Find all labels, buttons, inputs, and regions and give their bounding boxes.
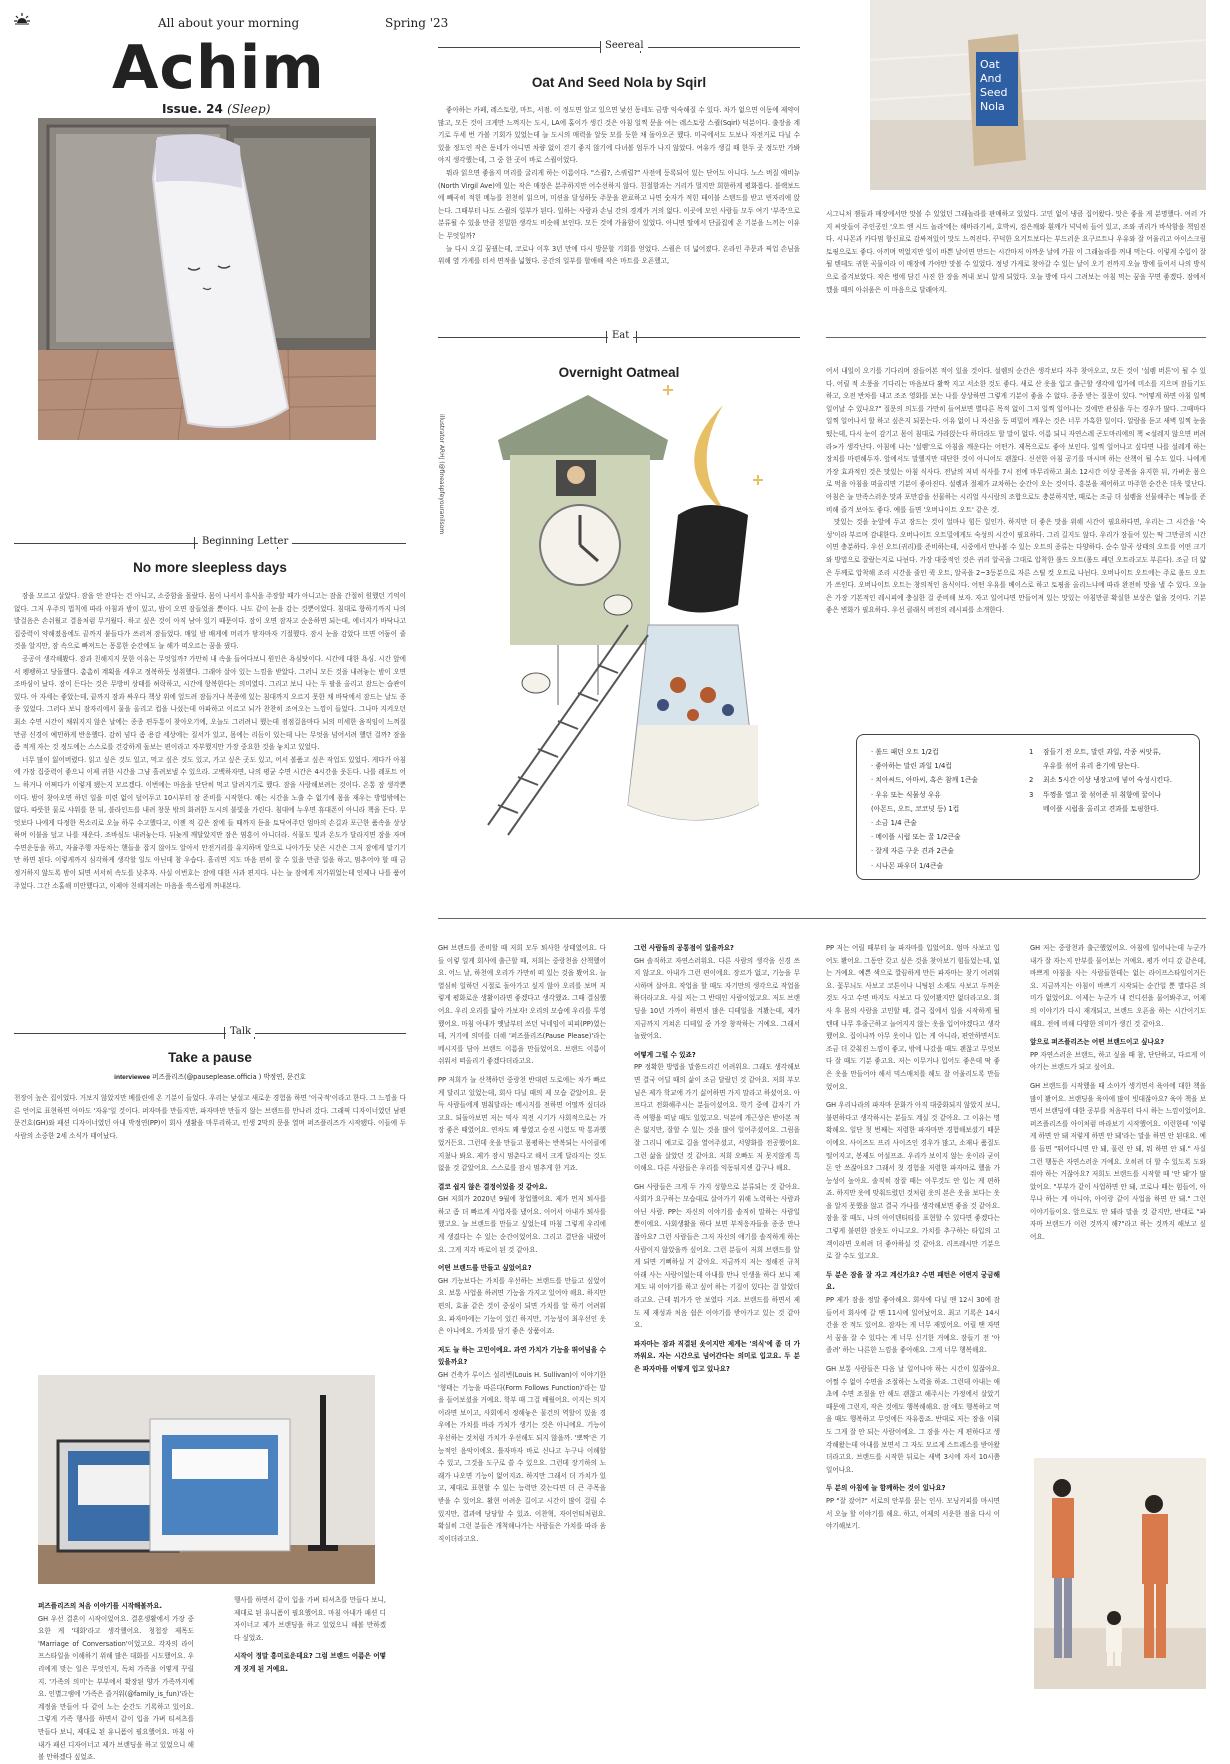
talk-column-5 [826, 942, 1000, 1742]
interview-answer: PP 저는 어릴 때부터 늘 파자마를 입었어요. 엄마 사보고 입어도 봤어요. 그동안 갖고 싶은 것을 찾아보기 힘들었는데, 없는 거예요. 예쁜 색으로 깔끔하게 만든 파자마는 찾기 어려워요. 꽃무늬도 사보고 코튼이나 니팅된 소재도 사보고 두꺼운 것도 사고 수면 바지도 사보고 다 있어봤지만 없더라고요. 회사 후 몸의 사람을 고민할 때, 결국 집에서 일을 시작하게 될 텐데 나무 후줄근하고 늘어지지 않는 옷을 입어야겠다고 생각했어요. 집이나까 아무 옷이나 입는 게 아니라, 편안하면서도 조금 더 갖춰진 느낌이 좋고, 밖에 나갔을 때도 괜찮고 무엇보다 잘 때도 기분 좋고요. 저는 이무거나 입어도 좋은데 딱 좋은 옷을 만들어야 해서 믹스매치를 해도 잘 어울리도록 만들었어요. [826, 944, 1000, 1091]
svg-text:Seed: Seed [980, 86, 1008, 99]
interview-question: 저도 늘 하는 고민이에요. 과연 가치가 기능을 뛰어넘을 수 있을까요? [438, 1345, 606, 1367]
pillow-photo [38, 118, 376, 440]
interview-answer: PP 정확한 방법을 말씀드리긴 어려워요. 그래도 생각해보면 결국 어딜 때의 삶이 조금 달랐던 것 같아요. 저희 부모님은 제가 학교에 가기 싫어하면 가지 말라고 하셨어요. 아프다고 전화해주시는 분들이셨어요. 학기 중에 갑자기 가족 여행을 떠날 때도 있었고요. 덕분에 개근상은 받아본 적은 없지만, 잘할 수 있는 것을 많이 일어주셨어요. 그림을 잘 그리니 예고로 길을 열어주셨고, 서양화를 전공했어요. 그런 삶을 살았던 것 같아요. 저희 오빠도 저 못지않게 특이해요. 다른 사람들은 우리를 익동뒤지센 갑구나 해요. [634, 1063, 800, 1173]
paragraph: 늘 다시 오길 꿈꿨는데, 코로나 이후 3년 만에 다시 방문할 기회를 얻었다. 스퀄은 더 넓어졌다. 온라인 주문과 픽업 손님을 위해 옆 가게를 터서 면적을 넓혔다. 공간의 일부를 할애해 작은 마트를 오픈했고, [438, 244, 800, 266]
interview-answer: PP 제가 잠을 정말 좋아해요. 회사에 다닐 땐 12시 30에 잠들어서 회사에 갈 땐 11시에 일어났어요. 최고 기록은 14시간을 잔 적도 있어요. 잠자는 게 너무 재밌어요. 어릴 땐 자면서 꿈을 잘 수 있다는 게 너무 신기한 거예요. 잠들기 전 '아 졸려' 하는 나른한 느낌을 좋아해요. 그게 너무 행복해요. [826, 1296, 1000, 1355]
step-text: 잠들기 전 오트, 말린 과일, 각종 씨앗류, [1043, 748, 1161, 756]
article-body-seereal-1 [438, 104, 800, 300]
interview-answer: PP "잘 잤어?" 서로의 안부를 묻는 인사. 모닝커피를 마시면서 오늘 할 이야기를 해요. 하고, 어제의 서운한 점을 다시 이야기해보기. [826, 1496, 1000, 1531]
recipe-steps [1029, 745, 1195, 816]
issue-theme: (Sleep) [227, 102, 271, 116]
recipe-step [1029, 788, 1195, 816]
step-text: 우유를 섞어 유리 용기에 담는다. [1043, 762, 1140, 771]
paragraph: 시그니처 잼들과 매장에서만 맛볼 수 있었던 그래놀라를 판매하고 있었다. 고민 없이 냉큼 집어왔다. 맛은 좋을 게 분명했다. 여러 가지 씨앗들이 주인공인 '오트 앤 시드 놀라'에는 해바라기씨, 호박씨, 검은깨와 흰깨가 넉넉히 들어 있고, 조와 귀리가 바삭함을 책임진다. 시나몬과 카다멈 향신료로 감싸져있어 맛도 느껴진다. 꾸덕한 요거트보다는 부드러운 요구르트나 우유와 잘 어울리고 아이스크림 토핑으로도 좋다. 아끼며 먹었지만 일이 바쁜 날이면 만드는 시간마저 아까운 날에 가끔 이 그래놀라를 꺼내 먹는다. 이렇게 수입이 잘될 텐데도 귀한 곡물이라 이 매장에 가야만 맛볼 수 있었다. 정녕 가게로 찾아갈 수 있는 날이 오기 전까지 오늘 방에 들어서 나의 방식으로 즐겨보았다. 작은 병에 담긴 사진 한 장을 꺼내 보니 알게 되었다. 오늘 방에 다시 그려보는 아침 먹는 꿈을 꾸면 좋겠다. 잠에서 깼을 때의 아쉬움은 이 마음으로 달래야지. [826, 210, 1206, 294]
paragraph: 좋아하는 카페, 레스토랑, 마트, 서점. 이 정도면 알고 있으면 낯선 동네도 금방 익숙해질 수 있다. 차가 없으면 이동에 제약이 많고, 모든 것이 크게만 느껴지는 도시, LA에 홀이가 생긴 것은 아침 일찍 문을 여는 레스토랑 스퀄(Sqirl) 덕분이다. 출장을 계기로 두세 번 가볼 기회가 있었는데 늘 도시의 매력을 알듯 모를 듯한 채 돌아오곤 했다. 미국에서도 도보나 자전거로 다닐 수 있을 정도인 작은 동네가 아니면 차량 없이 걷기 좋지 않기에 다녀볼 엄두가 나지 않았다. 여유가 생길 때 한두 곳 정도만 가봐야지 생각했는데, 그 중 한 곳이 바로 스퀄이었다. [438, 106, 800, 165]
interview-answer: GH 브랜드를 준비할 때 저희 모두 퇴사한 상태였어요. 다들 이렇 일게 회사에 출근할 때, 저희는 중랑천을 산책했어요. 어느 날, 하천에 오리가 가만히 떠 있는 것을 봤어요. 늘 열심히 일하던 시절로 돌아가고 싶지 않아 오리를 보며 저렇게 평화로운 생활이라면 좋겠다고 생각했죠. 그때 결심했어요. 우리 오리를 닮아 가보자! 오리의 모습에 우리를 투영했어요. 마침 아내가 옛날부터 쓰던 닉네임이 피피(PP)였는데, 거기에 의미를 더해 '퍼즈플리즈(Pause Please)'라는 메시지를 담아 브랜드 이름을 만들었어요. 브랜드 이름이 쉬워서 떠올리기 좋겠다더라고요. [438, 944, 607, 1066]
interview-answer: GH 사람들은 크게 두 가지 성향으로 분류되는 것 같아요. 사회가 요구하는 모습대로 살아가기 위해 노력하는 사람과 아닌 사람. PP는 자신의 이야기를 솔직히 말하는 사람일 뿐이에요. 사회생활을 하다 보면 부적응자들을 종종 만나잖아요? 그런 사람들은 그저 자신의 얘기를 솔직하게 하는 사람이지 않았을까 싶어요. 그런 분들이 저희 브랜드를 알게 되면 기뻐하실 거 같아요. 지금까지 저는 정해진 규칙 아래 사는 사람이었는데 아내를 만나 인생을 하다 보니 제게도 내 이야기를 하고 싶어 하는 기질이 있다는 걸 알았더라고요. 근데 뭐가가 안 보였다 거죠. 브랜드를 하면서 제도 제 재성과 처음 쉽은 이야기를 받아가고 있는 것 같아요. [634, 1182, 800, 1330]
tagline: All about your morning [158, 16, 300, 30]
interview-answer: GH 저희가 2020년 9월에 창업했어요. 제가 먼저 퇴사를 하고 좀 더 빠르게 사업자를 냈어요. 이어서 아내가 퇴사를 했고요. 늘 브랜드를 만들고 싶었는데 마침 그렇게 우리에게 생겼다는 수 있는 순간이었어요. 그리고 결단을 내렸어요. 그게 지각 바로이 된 것 같아요. [438, 1195, 606, 1254]
interview-answer: GH 저는 중랑천과 출근했었어요. 아침에 일어나는데 누군가 내가 잘 자는지 안부를 물어보는 거예요. 평가 어디 갔 같은데, 바쁘게 아침을 사는 사람들한테는 없는 라이프스타일이거든요. 지금까지는 아침이 바쁘기 시작되는 순간일 뿐 별다른 의미가 없었어요. 이제는 누군가 내 컨디션을 물어봐주고, 어제의 이야기가 다시 재개되고, 브랜드 오픈을 하는 시간이기도 해요. 전에 비해 다양한 의미가 생긴 것 같아요. [1030, 944, 1206, 1028]
paragraph: 너무 많이 잃어버렸다. 읽고 싶은 것도 있고, 먹고 싶은 것도 있고, 가고 싶은 곳도 있고, 어서 볼품고 싶은 작업도 있었다. 게다가 아침에 가장 집중력이 좋으니 이제 귀한 시간을 그냥 흘려보낼 수 있으라. 고백하자면, 나의 평균 수면 시간은 4시간을 웃돈다. 나를 레포트 어느 하거나 어쩌다가 이렇게 됐는지 모르겠다. 이번에는 마음을 단단히 먹고 달려지기로 했다. 잠을 사랑해보려는 것이다. 온통 잠 생각뿐이다. 밤이 찾아오면 하던 일을 미련 없이 덮어두고 10시부터 잠 준비를 시작한다. 해는 시간을 노출 수 없기에 몸을 재우는 방법밖에는 없다. 따뜻한 물로 샤워를 한 뒤, 블라인드를 내려 창문 밖의 화려한 도시의 불빛을 가린다. 침대에 누우면 휴대폰이 아니라 책을 든다. 무엇보다 나에게 다정한 목소리로 오늘 하루 수고했다고, 이젠 적 깊은 잠에 들 때까지 듣을 토닥여주던 엄마의 손길과 포근한 품속을 상상하며 이불을 덮고 나를 재운다. 조바심도 내려놓는다. 뒤늦게 깨달았지만 잠은 염흥이 아니더라. 식물도 빛과 온도가 달라지면 잠을 자며 수면운동을 하고, 자율주행 자동차는 핸들을 잡지 않아도 알아서 안전거리를 유지하며 앞으로 나아가듯 낮은 시간은 그저 잠에게 맡기기만 하면 된다. 이렇게까지 심각하게 생각할 일도 아닌데 참 우습다. 흘리면 지도 마음 편히 잘 수 있을 만큼 일을 하고, 멈추어야 할 때 금정거하지 않도록 밤이 되면 서서히 속도를 낮추자. 사실 이번호는 잠에 대한 사과 편지다. 나는 늘 잠에게 저가워었는데 인제나 나를 품어주었다. 그간 소홀해 미안했다고, 이제야 친해지려는 마음을 쑥스럽게 꺼내본다. [14, 755, 406, 890]
interview-answer: GH 보통 사람들은 다음 날 일어나야 하는 시간이 있잖아요. 어쩔 수 없이 수면을 조절하는 노력을 하죠. 그런데 아내는 애초에 수면 조절을 안 해도 괜찮고 해주시는 가정에서 살았기 때문에 그런지, 작은 것에도 행복해해요. 잠 애도 행복하고 먹을 때도 행복하고 무엇에든 자유롭죠. 반대로 저는 잠을 이뤄도 그게 잘 안 되는 사람이에요. 그 잠을 사는 게 편하다고 생각해왔는데 아내를 보면서 그 자도 모르게 스트레스를 받아왔더라고요. 브랜드를 시작한 뒤로는 새벽 3시에 자서 10시쯤 일어나요. [826, 1365, 1000, 1474]
interview-question: 파자마는 잠과 직결된 옷이지만 제게는 '의식'에 좀 더 가까워요. 자는 시간으로 넘어간다는 의미로 입고요. 두 분은 파자마를 어떻게 입고 있나요? [634, 1339, 800, 1373]
interview-question: 앞으로 퍼즈플리즈는 어떤 브랜드이고 싶나요? [1030, 1038, 1165, 1047]
interview-question: 두 분의 아침에 늘 함께하는 것이 있나요? [826, 1484, 946, 1493]
svg-text:Nola: Nola [980, 100, 1005, 113]
cuckoo-clock-illustration [438, 365, 794, 847]
ingredient: · 메이플 시럽 또는 꿀 1/2큰술 [871, 833, 961, 842]
interview-question: 두 분은 잠을 잘 자고 계신가요? 수면 패턴은 어떤지 궁금해요. [826, 1270, 1000, 1292]
article-body-seereal-2 [826, 208, 1206, 300]
family-photo [1034, 1458, 1206, 1689]
interview-answer: GH 우선 결혼이 시작이었어요. 결혼생활에서 가장 중요한 게 '대화'라고 생각했어요. 청첩장 제목도 'Marriage of Conversation'이었고요. 각자의 라이프스타일을 이해하기 위해 많은 대화를 시도했어요. 우리에게 맞는 일은 무엇인지, 독쳐 가족을 어떻게 꾸릴지. '가족의 의미'는 부부에서 확장된 양가 가족까지예요. 인별그램에 '가족은 즐거워(@family_is_fun)'라는 계정을 만들어 다 같이 노는 순간도 기록하고 있어요. 그렇게 가족 행사를 하면서 같이 입을 가벼 티셔츠를 만들다 보니, 제대로 된 유니폼이 필요했어요. 마침 아내가 패션 디자이너고 제가 브랜딩을 하고 있었으니 해볼 만하겠다 싶었죠. [38, 1614, 194, 1762]
section-label: Seereal [601, 40, 648, 51]
talk-column-3 [438, 942, 606, 1742]
interview-question: 어떻게 그럴 수 있죠? [634, 1050, 696, 1059]
talk-intro [14, 1092, 406, 1172]
svg-text:Oat: Oat [980, 58, 1000, 71]
interview-answer: GH 솔직하고 자연스러워요. 다른 사람의 생각을 신경 쓰지 않고요. 아내가 그런 편이에요. 장르가 없고, 기능을 무시하며 살아요. 작업을 할 때도 자기만의 생각으로 작업을 하더라고요. 사실 저는 그 반대인 사람이었고요. 저도 브랜딩을 10년 가까이 하면서 많은 디테일을 겨봤는데, 제가 지금까지 거쳐온 디테일 중 가장 창작하는 거예요. 그래서 놀랐어요. [634, 956, 800, 1041]
ingredient: (아몬드, 오트, 코코넛 등) 1컵 [871, 804, 960, 813]
magazine-logo: Achim [112, 33, 325, 103]
paragraph: 뭐라 읽으면 좋을지 머리를 굴리게 하는 이름이다. "스퀄?, 스쿼럴?" 사전에 등록되어 있는 단어도 아니다. 노스 버질 애비뉴(North Virgil Ave)에 있는 작은 매장은 분주하지만 어수선하지 않다. 친절함과는 거리가 멀지만 희한하게 평화롭다. 블랙보드에 빼곡히 적힌 메뉴를 천천히 읽으며, 미션을 달성하듯 주문을 완료하고 나면 숫자가 적힌 테이블 스탠드를 받고 빈자리에 앉는다. 그때부터 나도 스퀄의 일부가 된다. 일하는 사람과 손님 간의 경계가 거의 없다. 이곳에 모인 사람들 모두 여기 '부족'으로 분류될 수 있을 만큼 친밀한 생각도 비슷해 보인다. 모든 것에 가율함이 있었다. 아니면 딸에서 단골집에 온 기분을 느끼는 이유는 무엇일까? [438, 168, 800, 240]
section-label: Talk [226, 1026, 255, 1037]
step-text: 메이플 시럽을 올리고 견과를 토핑한다. [1043, 804, 1159, 813]
interviewee-line [14, 1071, 406, 1081]
section-header-seereal [438, 40, 800, 54]
section-header-talk [14, 1026, 406, 1040]
step-number: 2 [1029, 776, 1034, 785]
ingredient: · 시나몬 파우더 1/4큰술 [871, 861, 944, 870]
interview-question: 그런 사람들의 공통점이 있을까요? [634, 944, 734, 952]
interview-question: 시작이 정말 흥미로운데요? 그럼 브랜드 이름은 어떻게 짓게 된 거예요. [234, 1652, 386, 1673]
interview-answer: GH 브랜드를 시작했을 때 소아가 생기면서 육아에 대한 책을 많이 봤어요. 브랜딩을 육아에 많이 빗대잖아요? 육아 책을 보면서 브랜딩에 대한 공부를 처음부터 다시 하는 느낌이었어요. 퍼즈플리즈를 아이처럼 바라보기 시작했어요. 이런한테 '이렇게 하면 안 돼 저렇게 하면 안 돼'라는 말을 하면 안 된대요. 예를 들면 "뛰어다니면 안 돼, 물런 안 돼, 뭐 하면 안 돼." 사실 그런 행동은 자연스러운 거예요. 오히려 더 할 수 있도록 도와줘야 하는 거잖아요? 저희도 브랜드를 시작할 때 '안 돼'가 많았어요. "부부가 같이 사업하면 안 돼, 코로나 때는 힘들어, 아무나 하는 게 아니야, 아이랑 같이 사업을 하면 안 돼." 그런 이야기들이요. 앞으로도 안 돼라 말을 것 같지만, 반대로 "파자마 브랜드가 이런 것까지 해?"라고 하는 것까지 해보고 싶어요. [1030, 1081, 1207, 1242]
studio-photo [38, 1375, 375, 1584]
interview-question: 결코 쉽지 않은 결정이었을 것 같아요. [438, 1182, 548, 1191]
article-title-talk: Take a pause [168, 1050, 252, 1065]
talk-column-1 [38, 1594, 194, 1762]
article-title-seereal: Oat And Seed Nola by Sqirl [531, 75, 707, 90]
interview-answer: GH 우리나라의 파자마 문화가 아직 대중화되지 않았지 보니, 불편하다고 생각하시는 분들도 계실 것 같아요. 그 이유는 명확해요. 일단 첫 번째는 저렴한 파자마만 경험해보셨기 때문이에요. 사이즈도 프리 사이즈인 경우가 많고, 소재나 품질도 떨어지고, 봉제도 어설프죠. 우리가 보이지 않는 옷이라 굳이 돈 안 쓰잖아요? 그래서 첫 경험을 저렴한 파자마로 했을 가능성이 높아요. 솔직히 잠잘 때는 아무것도 안 입는 게 편하죠. 하지만 옷에 맞춰드렸던 것처럼 옷의 본은 옷을 보다는 옷을 알지 못했을 않고 결국 가나를 생각해보면 좋을 것 같아요. 잠을 잘 때도, 나의 아이덴티티를 표현할 수 있다면 좋겠다는 그렇게 불편한 잠옷도 아니고요. 가치를 추구하는 타입의 고객이라면 오히려 더 좋아하실 것 같아요. 리프레시만 기분으로 잘 수도 있고요. [826, 1101, 1000, 1261]
section-header-beginning [14, 536, 406, 550]
section-label: Eat [608, 330, 633, 341]
recipe-step [1029, 773, 1195, 787]
article-body-beginning [14, 590, 406, 1010]
interview-answer: PP 자연스러운 브랜드, 하고 싶을 때 참, 단단하고, 다르게 이야기는 브랜드가 되고 싶어요. [1030, 1050, 1206, 1072]
talk-column-4 [634, 942, 800, 1742]
talk-column-2 [234, 1594, 386, 1744]
section-rule [826, 337, 1206, 338]
interview-question: 퍼즈플리즈의 처음 이야기를 시작해볼까요. [38, 1602, 163, 1610]
section-label: Beginning Letter [198, 536, 292, 547]
article-title-eat: Overnight Oatmeal [558, 365, 680, 380]
ingredient: · 우유 또는 식물성 우유 [871, 790, 941, 799]
section-header-eat [438, 330, 800, 344]
issue-label: Issue. 24 [162, 102, 223, 116]
interviewee-label: interviewee [114, 1074, 151, 1081]
ingredient: · 치아씨드, 아마씨, 혹은 참깨 1큰술 [871, 776, 978, 785]
paragraph: 공공이 생각해봤다. 잠과 친해지지 못한 이유는 무엇일까? 가만히 내 속을 들여다보니 원인은 욕심탓이다. 시간에 대한 욕심. 시간 앞에서 펭펭하고 당돌했다. 촘촘히 계획을 세우고 정복하듯 성취했다. 그래야 살아 있는 느낌을 받았다. 그러니 모든 것을 내려놓는 밤이 오면 조바심이 났다. 잠이 든다는 것은 무방비 상태를 허락하고, 시간에 항복한다는 의미였다. 그리고 보니 나는 두 팔을 올리고 잠드는 습관이 있다. 아 자세는 좋았는데, 끝까지 잠과 싸우다 책상 위에 엎드려 잠들거나 복종에 있는 침대까지 오르지 못한 채 바닥에서 잠드는 날도 종종 있었다. 그러다 보니 잠자리에서 물을 올리고 컵을 나섰는데 아파하고 이르고 뇌가 찬찬히 조여오는 느낌이 들었다. 그나마 지켜오던 최소 수면 시간이 채워지지 않은 날에는 종종 편두통이 찾아오기에, 오늘도 그러려니 했는데 점점걸음마다 뇌의 미세한 움직임이 느껴질 만큼 신경이 예민하게 반응했다. 감히 넘다 좀 용감 세상에는 질서가 있고, 몸에는 리듬이 있는데 나는 무엇을 넘어서려 했던 걸까? 잠을 좀 적게 자는 것 정도에는 스스로를 건강하게 돌보는 편이라고 자부했지만 가장 중요한 것을 놓치고 있었다. [14, 654, 406, 752]
interview-answer: PP 저희가 늘 산책하던 중랑천 반대편 도로에는 차가 빠르게 달리고 있었는데, 회사 다닐 때의 제 모습 같았어요. 문득 사람들에게 멈춰달라는 메시지를 전하면 어떨까 싶더라고요. 되돌아보면 저는 믹사 직전 시기가 사회적으로는 가장 좋은 때였어요. 연차도 꽤 쌓였고 승진 시험도 막 통과했었거든요. 그런데 옷을 만들고 몸평하는 반복되는 사이클에 지쳤나 봐요. 제가 잠시 멈춘다고 해서 크게 달라지는 것도 없을 것 같았어요. 스스로를 잠시 멈추게 한 거죠. [438, 1075, 606, 1173]
issue-number [162, 102, 270, 116]
interview-question: 어떤 브랜드를 만들고 싶었어요? [438, 1264, 532, 1273]
step-text: 최소 5시간 이상 냉장고에 넣어 숙성시킨다. [1043, 776, 1172, 785]
svg-text:And: And [980, 72, 1002, 85]
step-number: 3 [1029, 790, 1034, 799]
paragraph: 맛있는 것을 눈앞에 두고 잠드는 것이 얼마나 힘든 일인가. 하지만 더 좋은 맛을 위해 시간이 필요하다면, 우리는 그 시간을 '숙성'이라 부르며 감내한다. 오버나이트 오트밀에게도 숙성의 시간이 필요하다. 그리 길지도 않다. 우리가 잠들어 있는 딱 그만큼의 시간이면 충분하다. 우선 오트(귀리)를 준비하는데, 시중에서 만나볼 수 있는 오트의 종류는 다양하다. 순수 알곡 상태의 오트를 어떤 크기와 방법으로 잘랐는지로 나뉜다. 가장 대중적인 것은 귀리 알곡을 그대로 압착한 롤드 오트(롤드 패던 오트라고도 부른다). 조금 더 얇은 두께로 압착해 조리 시간을 줄인 퀵 오트, 알곡을 2~3등분으로 자른 스틸 컷 오트로 나뉜다. 오버나이트 오트에는 주로 롤드 오트가 쓰인다. 오버나이트 오트는 창의적인 음식이다. 어떤 우유를 베이스로 하고 토핑을 올리느냐에 따라 완전히 맛을 낼 수 있다. 오늘은 가장 기본적인 레시피에 충실한 걸 준비해 보자. 자고 일어나면 만들어져 있는 맛있는 아침만큼 확실한 보상은 없을 것이다. 기분 좋은 변화가 필요하다. 우선 클래식 버전의 레시피를 소개한다. [826, 518, 1206, 615]
issue-season: Spring '23 [385, 16, 449, 30]
section-rule [438, 918, 1206, 919]
ingredient-list [871, 745, 1021, 873]
interviewee-names: 퍼즈플리즈(@pauseplease.officia ) 박정연, 문건호 [152, 1073, 306, 1081]
ingredient: · 잘게 자른 구운 견과 2큰술 [871, 847, 954, 856]
ingredient: · 좋아하는 말린 과일 1/4컵 [871, 762, 952, 771]
illustrator-credit: illustrator ARHJ (@fineaspfeyouranilsom [438, 414, 445, 535]
ingredient: · 롤드 패던 오트 1/2컵 [871, 748, 939, 756]
interview-answer: GH 건축가 루이스 설리번(Louis H. Sullivan)이 이야기한 '형태는 기능을 따른다(Form Follows Function)'라는 말을 들어보셨을 거예요. 학부 때 그걸 배웠어요. 이지는 의지이라면 보이고, 사회에서 정해놓은 물건의 역할이 있을 경우에는 가치를 바라 가치가 생기는 것은 아니에요. 기능이 우선하는 것처럼 가치가 우선해도 되지 않을까. '뽀짝'은 기능적인 음악이에요. 틀자마자 바로 신나고 누구나 이해할 수 있고, 그것을 도구로 쓸 수 있으요. 그런데 장기하의 노래가 나오면 기능이 없어지죠. 하지만 그래서 더 가치가 있고, 제대로 표현할 수 있는 능력만 갖는다면 더 큰 주목을 받을 수 있어요. 활현 어려운 길이고 시간이 많이 걸릴 수 있지만, 결과에 당당할 수 있죠. 이찬혁, 자이언티처럼요. 확실히 그런 분들은 개척해나가는 사람들은 가치를 따라 움직이더라고요. [438, 1371, 606, 1543]
ingredient: · 소금 1/4 큰술 [871, 819, 917, 828]
recipe-step [1029, 745, 1195, 773]
interview-answer: GH 기능보다는 가치를 우선하는 브랜드를 만들고 싶었어요. 보통 사업을 하려면 기능을 가지고 있어야 해요. 하지만 편의, 효율 같은 것이 중심이 되면 가치를 알 하기 어려워요. 파자마에는 기능이 있긴 하지만, 기능성이 최우선인 옷은 아니에요. 가치를 담기 좋은 상품이죠. [438, 1276, 606, 1336]
paragraph: 잠을 모르고 살았다. 잠을 안 잔다는 건 아니고, 소중함을 몰랐다. 몸이 나서서 휴식을 주장할 때가 아니고는 잠을 간절히 원했던 기억이 없다. 그저 우주의 법칙에 따라 아침과 밤이 있고, 밤이 오면 잠들었을 뿐이다. 나도 같이 눈을 감는 것뿐이었다. 침대로 향하기까지 나의 발걸음은 손쉬웠고 결음처럼 무거웠다. 하고 싶은 것이 아직 남아 있기 때문이다. 잠이 오면 잠자고 순응하면 되는데, 에너지가 바닥나고 집중력이 약해졌음에도 끝까지 붙들다가 쓰러져 잠들었다. 매일 밤 배게에 머리가 닿자마자 기절했다. 잠시 눈을 감았다 뜨면 어둠이 줄 것을 알지만, 잠 속으로 빠져드는 몽롱한 순간에도 늘 해가 떠오르는 꿈을 꿨다. [14, 592, 406, 651]
nola-product-photo [870, 0, 1206, 190]
recipe-box [856, 734, 1200, 880]
article-title-beginning: No more sleepless days [133, 560, 287, 575]
sun-icon [14, 12, 30, 28]
step-number: 1 [1029, 748, 1034, 756]
talk-column-6 [1030, 942, 1206, 1448]
step-text: 뚜껑을 열고 잘 섞어준 뒤 취향에 꿀이나 [1043, 790, 1162, 799]
paragraph: 어서 내일이 오기를 기다리며 잠들어본 적이 있을 것이다. 설렘의 순간은 생각보다 자주 찾아오고, 모든 것이 '설렘 버튼'이 될 수 있다. 어릴 적 소풍을 기다리는 마음보다 활짝 지고 서소한 것도 좋다. 새로 산 옷을 입고 출근할 생각에 입가에 미소를 지으며 잠들기도 하고, 오전 반차를 내고 조조 영화를 보는 나를 상상하면 그렇게 기분이 좋을 수 없다. 종종 받는 질문이 있다. "어떻게 하면 아침 일찍 일어날 수 있나요?" 질문의 의도를 가만히 들여보면 별다른 목적 없이 그저 일찍 일어나는 것에만 관심을 두는 경우가 많다. 그때마다 일찍 일어나서 할 하고 싶은지 되묻는다. 이유 없이 나 자신을 등 떠밀어 깨우는 것은 너무 가혹한 일이다. 알람을 듣고 새벽 일찍 눈을 떴는데, 다시 눈이 감기고 몸이 침대로 가라앉는다 하더라도 할 말이 없다. 이름 되니 자연스레 곤도마리에의 책 <설레지 않으면 버려라>가 생각난다. 아침에 나는 '설렘'으로 아침을 깨운다는 어떤가. 제목으로도 좋아 보인다. 일찍 일어나고 싶다면 나를 설레게 하는 장치를 마련해두자. 앞에서도 말했지만 대단한 것이 아니어도 괜찮다. 신선한 아침 공기를 마시며 하는 산책이 될 수도 있다. 나에게 가장 효과적인 것은 맛있는 아침 식사다. 전날의 저녁 식사를 7시 전에 마무리하고 최소 12시간 이상 공복을 유지한 뒤, 가벼운 몸으로 먹을 아침을 떠올리면 기분이 좋아진다. 설렘과 절제가 교차하는 순간이 오는 것이다. 흥분을 제어하고 마주한 순간은 더욱 빛난다. 아침은 늘 만족스러운 맛과 포만감을 선물하는 시리얼 사시람의 조합으로도 충분하지만, 때로는 조금 더 설렘을 선물해주는 메뉴를 준비해 즐겨 보아도 좋다. 예를 들면 '오버나이트 오트' 같은 것. [826, 367, 1206, 514]
article-body-eat [826, 365, 1206, 717]
paragraph: 천장이 높은 집이었다. 거보지 않았지만 베를린에 온 기분이 들었다. 우리는 낯설고 새로운 경험을 하면 '이국적'이라고 한다. 그 느낌을 다른 언어로 표현하면 아마도 '자유'일 것이다. 퍼자마를 만들지만, 파자마만 만들지 않는 브랜드를 만나러 갔다. 그래픽 디자이너였던 남편 문건호(GH)와 패션 디자이너였던 아내 박정연(PP)이 회사 생활을 마무리하고, 인생 2막의 문을 열며 퍼즈플리즈가 시작됐다. 이들에 두 사람의 소중한 2세 소식가 태어났다. [14, 1094, 406, 1140]
interview-answer: 행사를 하면서 같이 입을 가벼 티셔츠를 만들다 보니, 제대로 된 유니폼이 필요했어요. 마침 아내가 패션 디자이너고 제가 브랜딩을 하고 있었으니 해볼 만하겠다 싶었죠. [234, 1596, 386, 1642]
